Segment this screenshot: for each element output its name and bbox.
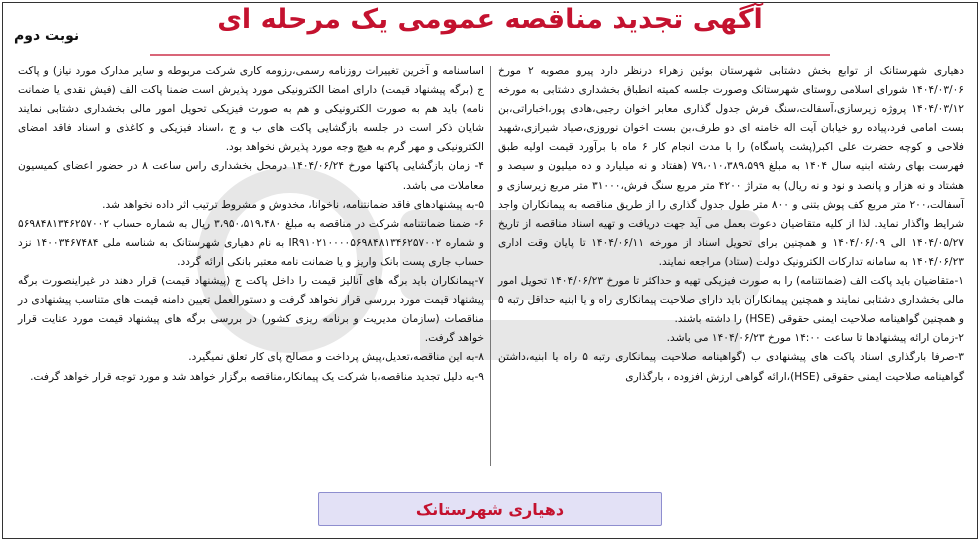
- clause-6: ۶- ضمنا ضمانتنامه شرکت در مناقصه به مبلغ ۳،۹۵۰،۵۱۹،۴۸۰ ریال به شماره حساب ۵۶۹۸۴۸۱۳۴۶۲۵۷۰۰۲ و شماره IR۹۱۰۲۱۰۰۰۰۵۶۹۸۴۸۱۳۴۶۲۵۷۰۰۲ به نام دهیاری شهرستانک به شناسه ملی ۱۴۰۰۳۴۶۷۴۸۴ نزد حساب جاری پست بانک واریز و یا ضمانت نامه معتبر بانکی ارائه گردد.: [18, 217, 484, 268]
- clause-8: ۸-به این مناقصه،تعدیل،پیش پرداخت و مصالح پای کار تعلق نمیگیرد.: [188, 351, 484, 364]
- clause-5: ۵-به پیشنهادهای فاقد ضمانتنامه، ناخوانا، مخدوش و مشروط ترتیب اثر داده نخواهد شد.: [102, 198, 484, 211]
- clause-1: ۱-متقاضیان باید پاکت الف (ضمانتنامه) را به صورت فیزیکی تهیه و حداکثر تا مورخ ۱۴۰۴/۰۶/۲۳ تحویل امور مالی بخشداری دشتابی نمایند و همچنین پیمانکاران باید دارای صلاحیت پیمانکاری راه و یا ابنیه حداقل رتبه ۵ و همچنین گواهینامه صلاحیت ایمنی حقوقی (HSE) را داشته باشند.: [498, 275, 964, 326]
- clause-9: ۹-به دلیل تجدید مناقصه،با شرکت یک پیمانکار،مناقصه برگزار خواهد شد و مورد توجه قرار خواهد گرفت.: [30, 370, 484, 383]
- clause-3-continued: اساسنامه و آخرین تغییرات روزنامه رسمی،رزومه کاری شرکت مربوطه و سایر مدارک مورد نیاز) و پاکت ج (برگه پیشنهاد قیمت) دارای امضا الکترونیکی مورد پذیرش است ضمنا پاکت الف (فیش نقدی یا ضمانت نامه) باید هم به صورت الکترونیکی و هم به صورت فیزیکی تحویل امور مالی بخشداری دشتابی نمایند شایان ذکر است در جلسه بازگشایی پاکت های ب و ج ،اسناد فیزیکی و کاغذی و اسناد فاقد امضای الکترونیکی و مهر گرم به هیچ وجه مورد پذیرش نخواهد بود.: [18, 65, 484, 154]
- clause-3: ۳-صرفا بارگذاری اسناد پاکت های پیشنهادی ب (گواهینامه صلاحیت پیمانکاری رتبه ۵ راه یا ابنیه،داشتن گواهینامه صلاحیت ایمنی حقوقی (HSE)،ارائه گواهی ارزش افزوده ، بارگذاری: [498, 351, 964, 383]
- clause-2: ۲-زمان ارائه پیشنهادها تا ساعت ۱۴:۰۰ مورخ ۱۴۰۴/۰۶/۲۳ می باشد.: [666, 332, 964, 345]
- clause-7: ۷-پیمانکاران باید برگه های آنالیز قیمت را داخل پاکت ج (پیشنهاد قیمت) قرار دهند در غیراینصورت برگه پیشنهاد قیمت مورد بررسی قرار نخواهد گرفت و دستورالعمل تعیین دامنه قیمت های متناسب پیشنهادی در مناقصات (سازمان مدیریت و برنامه ریزی کشور) در بررسی برگه های پیشنهاد قیمت مورد عنایت قرار خواهد گرفت.: [18, 275, 484, 345]
- clause-4: ۴- زمان بازگشایی پاکتها مورخ ۱۴۰۴/۰۶/۲۴ درمحل بخشداری راس ساعت ۸ در حضور اعضای کمیسیون معاملات می باشد.: [18, 160, 484, 192]
- left-column-text: [18, 62, 484, 387]
- notice-title: آگهی تجدید مناقصه عمومی یک مرحله ای: [217, 4, 763, 35]
- signature-text: دهیاری شهرستانک: [415, 499, 565, 519]
- round-label: نوبت دوم: [14, 28, 80, 44]
- title-underline: [150, 54, 830, 56]
- column-divider: [490, 66, 491, 466]
- right-column-text: [498, 62, 964, 387]
- intro-paragraph: دهیاری شهرستانک از توابع بخش دشتابی شهرستان بوئین زهراء درنظر دارد پیرو مصوبه ۲ مورخ ۱۴۰۴/۰۳/۰۶ شورای اسلامی روستای شهرستانک وصورت جلسه کمیته انطباق بخشداری دشتابی به مورخه ۱۴۰۴/۰۳/۱۲ پروژه زیرسازی،آسفالت،سنگ فرش جدول گذاری معابر اخوان رجبی،هادی پور،اخباراتی،بن بست امامی فرد،پیاده رو خیابان آیت اله خامنه ای دو طرف،بن بست اخوان نوروزی،صیاد شیرازی،شهید فلاحی و کوچه حضرت علی اکبر(پشت پاسگاه) را با مدت انجام کار ۶ ماه با برآورد قیمت اولیه طبق فهرست بهای رشته ابنیه سال ۱۴۰۴ به مبلغ ۷۹،۰۱۰،۳۸۹،۵۹۹ (هفتاد و نه میلیارد و ده میلیون و سیصد و هشتاد و نه هزار و پانصد و نود و نه ریال) به متراژ ۴۲۰۰ متر مربع سنگ فرش،۳۱۰۰۰ متر مربع زیرسازی و آسفالت،۲۰۰ متر مربع کف پوش بتنی و ۸۰۰ متر طول جدول گذاری را از طریق مناقصه به پیمانکاران واجد شرایط واگذار نماید. لذا از کلیه متقاضیان دعوت بعمل می آید جهت دریافت و تهیه اسناد مناقصه از تاریخ ۱۴۰۴/۰۵/۲۷ الی ۱۴۰۴/۰۶/۰۹ و همچنین برای تحویل اسناد از مورخه ۱۴۰۴/۰۶/۱۱ تا پایان وقت اداری ۱۴۰۴/۰۶/۲۳ به سامانه تدارکات الکترونیک دولت (ستاد) مراجعه نمایند.: [498, 65, 965, 268]
- signature-box: [318, 492, 662, 526]
